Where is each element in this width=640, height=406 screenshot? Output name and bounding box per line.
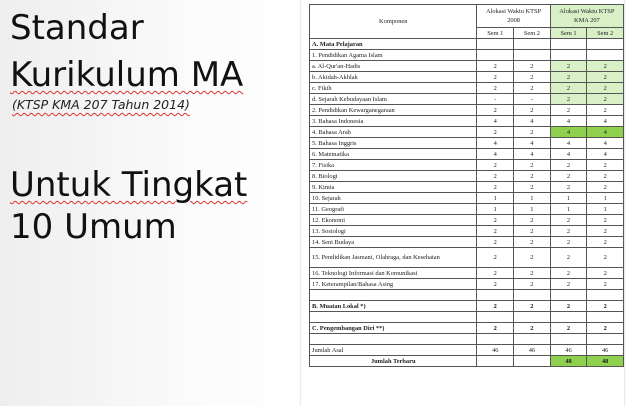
value-cell (587, 334, 624, 345)
value-cell: 4 (587, 116, 624, 127)
table-row (310, 50, 624, 61)
table-spacer-row (310, 334, 624, 345)
table-row (310, 301, 624, 312)
komponen-cell: 10. Sejarah (310, 193, 477, 204)
title-line-1: Standar (10, 8, 144, 48)
table-row (310, 237, 624, 248)
value-cell (514, 312, 551, 323)
value-cell: 2 (477, 160, 514, 171)
table-spacer-row (310, 312, 624, 323)
table-row (310, 182, 624, 193)
value-cell: 2 (587, 279, 624, 290)
value-cell (550, 39, 587, 50)
value-cell: 2 (477, 83, 514, 94)
value-cell: 2 (514, 226, 551, 237)
value-cell: 4 (477, 116, 514, 127)
value-cell: 1 (550, 193, 587, 204)
value-cell: 46 (550, 345, 587, 356)
value-cell: 4 (587, 149, 624, 160)
value-cell: 2 (514, 105, 551, 116)
komponen-cell: 16. Teknologi Informasi dan Komunikasi (310, 268, 477, 279)
header-komponen: Komponen (310, 5, 477, 39)
value-cell: 2 (514, 301, 551, 312)
value-cell: 2 (587, 226, 624, 237)
value-cell (514, 39, 551, 50)
value-cell: 4 (514, 138, 551, 149)
komponen-cell: 3. Bahasa Indonesia (310, 116, 477, 127)
value-cell: 2 (587, 301, 624, 312)
table-row (310, 72, 624, 83)
value-cell: 2 (550, 279, 587, 290)
value-cell: 2 (587, 94, 624, 105)
value-cell: 4 (514, 116, 551, 127)
table-row (310, 215, 624, 226)
value-cell: 2 (550, 72, 587, 83)
header-ktsp-kma-207: Alokasi Waktu KTSP KMA 207 (550, 5, 623, 28)
value-cell: 2 (550, 182, 587, 193)
komponen-cell: C. Pengembangan Diri **) (310, 323, 477, 334)
value-cell: 2 (587, 182, 624, 193)
value-cell: 46 (514, 345, 551, 356)
header-sem1-2008: Sem 1 (477, 28, 514, 39)
value-cell (550, 290, 587, 301)
value-cell: 2 (587, 105, 624, 116)
value-cell (550, 50, 587, 61)
value-cell: 2 (477, 215, 514, 226)
value-cell: 2 (587, 268, 624, 279)
komponen-cell: 1. Pendidikan Agama Islam (310, 50, 477, 61)
komponen-cell: 14. Seni Budaya (310, 237, 477, 248)
value-cell (477, 50, 514, 61)
value-cell: 2 (587, 323, 624, 334)
value-cell: 2 (587, 83, 624, 94)
value-cell: 2 (550, 301, 587, 312)
value-cell (477, 312, 514, 323)
value-cell: 2 (587, 171, 624, 182)
value-cell: - (514, 94, 551, 105)
value-cell (477, 334, 514, 345)
table-row (310, 127, 624, 138)
value-cell: 1 (477, 204, 514, 215)
value-cell (477, 356, 514, 367)
value-cell: 1 (587, 193, 624, 204)
komponen-cell: c. Fikih (310, 83, 477, 94)
value-cell: 2 (477, 61, 514, 72)
value-cell: 4 (550, 149, 587, 160)
table-row (310, 61, 624, 72)
value-cell: 2 (477, 279, 514, 290)
value-cell (477, 39, 514, 50)
table-row (310, 94, 624, 105)
value-cell: 2 (587, 248, 624, 268)
value-cell (477, 290, 514, 301)
value-cell: 2 (477, 105, 514, 116)
value-cell (550, 334, 587, 345)
value-cell (514, 334, 551, 345)
curriculum-table (309, 4, 624, 367)
komponen-cell: 12. Ekonomi (310, 215, 477, 226)
table-row (310, 279, 624, 290)
table-row (310, 204, 624, 215)
header-sem1-207: Sem 1 (550, 28, 587, 39)
value-cell: 2 (477, 248, 514, 268)
table-row-new-total (310, 356, 624, 367)
table-row (310, 138, 624, 149)
table-row (310, 226, 624, 237)
title-line-2: Kurikulum MA (10, 55, 244, 95)
value-cell: 2 (477, 301, 514, 312)
table-spacer-row (310, 290, 624, 301)
value-cell (587, 290, 624, 301)
value-cell: 2 (550, 105, 587, 116)
value-cell: 2 (477, 237, 514, 248)
value-cell: 2 (587, 160, 624, 171)
value-cell: 2 (514, 268, 551, 279)
value-cell: 2 (514, 83, 551, 94)
heading-line-2: 10 Umum (10, 207, 177, 247)
value-cell: 2 (477, 171, 514, 182)
value-cell: 48 (587, 356, 624, 367)
value-cell: 2 (477, 226, 514, 237)
komponen-cell: 4. Bahasa Arab (310, 127, 477, 138)
value-cell: 1 (550, 204, 587, 215)
value-cell: 2 (477, 127, 514, 138)
value-cell: 2 (514, 323, 551, 334)
value-cell (550, 312, 587, 323)
value-cell: 2 (477, 268, 514, 279)
table-row-total (310, 345, 624, 356)
value-cell: 2 (550, 323, 587, 334)
value-cell: 2 (587, 72, 624, 83)
table-row (310, 149, 624, 160)
value-cell: 2 (514, 61, 551, 72)
value-cell: 2 (550, 83, 587, 94)
komponen-cell (310, 334, 477, 345)
value-cell: 4 (550, 138, 587, 149)
header-sem2-2008: Sem 2 (514, 28, 551, 39)
komponen-cell: Jumlah Terbaru (310, 356, 477, 367)
value-cell: 2 (587, 215, 624, 226)
value-cell (587, 312, 624, 323)
value-cell: 2 (550, 171, 587, 182)
table-row (310, 193, 624, 204)
value-cell: 4 (477, 138, 514, 149)
komponen-cell: 17. Keterampilan/Bahasa Asing (310, 279, 477, 290)
header-sem2-207: Sem 2 (587, 28, 624, 39)
value-cell: - (477, 94, 514, 105)
value-cell: 1 (477, 193, 514, 204)
value-cell: 4 (587, 127, 624, 138)
value-cell: 2 (550, 248, 587, 268)
komponen-cell: d. Sejarah Kebudayaan Islam (310, 94, 477, 105)
value-cell: 2 (550, 268, 587, 279)
komponen-cell: 11. Geografi (310, 204, 477, 215)
value-cell: 2 (514, 248, 551, 268)
value-cell: 2 (477, 323, 514, 334)
komponen-cell: 5. Bahasa Inggris (310, 138, 477, 149)
heading-line-1: Untuk Tingkat (10, 165, 248, 205)
value-cell: 2 (550, 160, 587, 171)
komponen-cell: 7. Fisika (310, 160, 477, 171)
value-cell: 2 (514, 171, 551, 182)
value-cell: 2 (514, 237, 551, 248)
komponen-cell: 2. Pendidikan Kewarganegaraan (310, 105, 477, 116)
komponen-cell: B. Muatan Lokal *) (310, 301, 477, 312)
value-cell: 2 (550, 215, 587, 226)
value-cell: 2 (587, 237, 624, 248)
value-cell: 46 (587, 345, 624, 356)
value-cell: 2 (514, 215, 551, 226)
table-row (310, 116, 624, 127)
table-row (310, 323, 624, 334)
value-cell: 2 (587, 61, 624, 72)
komponen-cell: 9. Kimia (310, 182, 477, 193)
table-row (310, 248, 624, 268)
komponen-cell (310, 290, 477, 301)
table-row (310, 39, 624, 50)
value-cell: 2 (550, 237, 587, 248)
value-cell (514, 50, 551, 61)
value-cell: 1 (514, 204, 551, 215)
value-cell: 1 (514, 193, 551, 204)
table-row (310, 171, 624, 182)
curriculum-document (301, 0, 624, 406)
table-row (310, 105, 624, 116)
value-cell: 2 (477, 182, 514, 193)
table-row (310, 268, 624, 279)
value-cell: 46 (477, 345, 514, 356)
value-cell: 2 (550, 226, 587, 237)
value-cell: 2 (514, 279, 551, 290)
value-cell (587, 50, 624, 61)
komponen-cell: A. Mata Pelajaran (310, 39, 477, 50)
value-cell: 4 (587, 138, 624, 149)
value-cell (514, 290, 551, 301)
value-cell: 2 (477, 72, 514, 83)
value-cell: 2 (514, 72, 551, 83)
value-cell: 4 (550, 127, 587, 138)
value-cell: 4 (514, 149, 551, 160)
value-cell: 2 (550, 61, 587, 72)
komponen-cell: b. Akidah-Akhlak (310, 72, 477, 83)
value-cell: 2 (514, 127, 551, 138)
komponen-cell: 15. Pendidikan Jasmani, Olahraga, dan Kesehatan (310, 248, 477, 268)
header-ktsp-2008: Alokasi Waktu KTSP 2008 (477, 5, 550, 28)
table-body (310, 39, 624, 367)
value-cell: 2 (550, 94, 587, 105)
subtitle: (KTSP KMA 207 Tahun 2014) (12, 97, 190, 112)
value-cell: 48 (550, 356, 587, 367)
komponen-cell: 8. Biologi (310, 171, 477, 182)
slide-text-panel (10, 0, 300, 406)
table-row (310, 83, 624, 94)
value-cell (514, 356, 551, 367)
komponen-cell: 6. Matematika (310, 149, 477, 160)
komponen-cell: Jumlah Asal (310, 345, 477, 356)
value-cell: 2 (514, 160, 551, 171)
value-cell (587, 39, 624, 50)
value-cell: 2 (514, 182, 551, 193)
table-row (310, 160, 624, 171)
value-cell: 4 (477, 149, 514, 160)
komponen-cell: 13. Sosiologi (310, 226, 477, 237)
komponen-cell: a. Al-Qur'an-Hadis (310, 61, 477, 72)
value-cell: 1 (587, 204, 624, 215)
komponen-cell (310, 312, 477, 323)
value-cell: 4 (550, 116, 587, 127)
